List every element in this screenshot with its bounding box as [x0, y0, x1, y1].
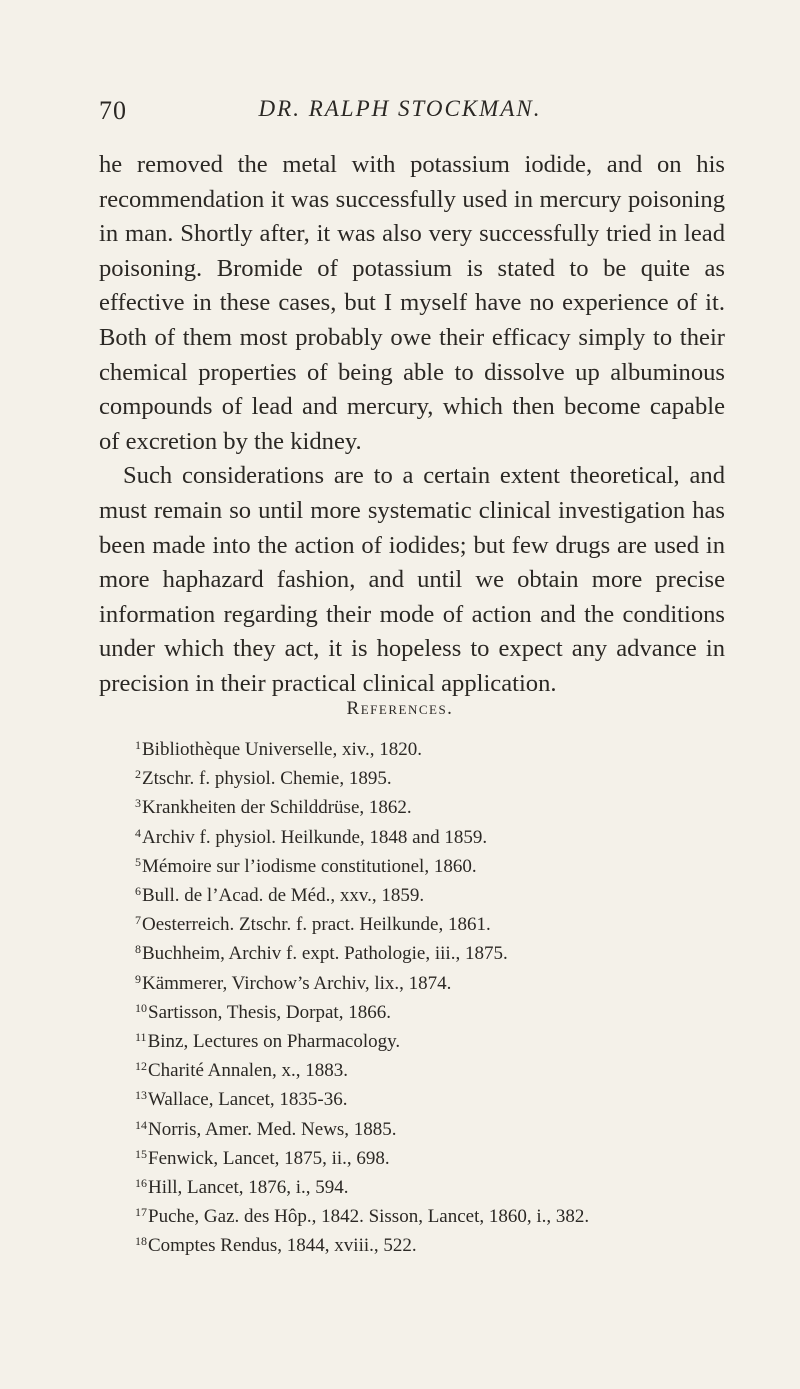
reference-text: Puche, Gaz. des Hôp., 1842. Sisson, Lancet, 1860, i., 382. [148, 1206, 590, 1228]
reference-number: 8 [135, 942, 141, 957]
reference-number: 1 [135, 738, 141, 752]
reference-text: Norris, Amer. Med. News, 1885. [148, 1118, 397, 1140]
reference-number: 4 [135, 825, 141, 840]
reference-item [135, 1142, 775, 1171]
reference-text: Krankheiten der Schilddrüse, 1862. [142, 797, 412, 819]
page-header [0, 96, 800, 126]
reference-item [135, 908, 775, 937]
running-head: DR. RALPH STOCKMAN. [258, 96, 542, 121]
reference-item [135, 1025, 775, 1054]
reference-item [135, 967, 775, 996]
references-list [135, 733, 775, 1259]
reference-item [135, 762, 775, 791]
reference-number: 10 [135, 1000, 147, 1015]
reference-number: 3 [135, 796, 141, 811]
reference-item [135, 1113, 775, 1142]
reference-text: Bull. de l’Acad. de Méd., xxv., 1859. [142, 885, 425, 907]
reference-item [135, 879, 775, 908]
body-text [99, 148, 725, 702]
reference-number: 12 [135, 1059, 147, 1074]
reference-number: 9 [135, 971, 141, 986]
reference-number: 16 [135, 1176, 147, 1191]
reference-text: Buchheim, Archiv f. expt. Pathologie, iii., 1875. [142, 943, 508, 965]
reference-item [135, 1171, 775, 1200]
paragraph: he removed the metal with potassium iodide, and on his recommendation it was successfully used in mercury poisoning in man. Shortly after, it was also very successfully tried in lead poisoning. Bromide of potassium is stated to be quite as effective in these cases, but I myself have no experience of it. Both of them most probably owe their efficacy simply to their chemical properties of being able to dissolve up albuminous compounds of lead and mercury, which then become capable of excretion by the kidney. [99, 151, 725, 455]
reference-item [135, 791, 775, 820]
reference-text: Hill, Lancet, 1876, i., 594. [148, 1177, 349, 1199]
reference-number: 5 [135, 854, 141, 869]
reference-text: Kämmerer, Virchow’s Archiv, lix., 1874. [142, 972, 452, 994]
reference-number: 14 [135, 1117, 147, 1132]
references-heading: References. [346, 698, 454, 719]
reference-text: Wallace, Lancet, 1835-36. [148, 1089, 348, 1111]
reference-text: Sartisson, Thesis, Dorpat, 1866. [148, 1001, 391, 1023]
reference-text: Oesterreich. Ztschr. f. pract. Heilkunde, 1861. [142, 914, 491, 936]
reference-text: Ztschr. f. physiol. Chemie, 1895. [142, 768, 392, 790]
reference-number: 15 [135, 1146, 147, 1161]
reference-text: Fenwick, Lancet, 1875, ii., 698. [148, 1147, 390, 1169]
reference-number: 7 [135, 913, 141, 928]
reference-text: Binz, Lectures on Pharmacology. [147, 1031, 401, 1053]
reference-text: Bibliothèque Universelle, xiv., 1820. [142, 739, 423, 760]
paragraph: Such considerations are to a certain extent theoretical, and must remain so until more systematic clinical investigation has been made into the action of iodides; but few drugs are used in more haphazard fashion, and until we obtain more precise information regarding their mode of action and the conditions under which they act, it is hopeless to expect any advance in precision in their practical clinical application. [99, 462, 725, 697]
reference-number: 2 [135, 767, 141, 782]
reference-item [135, 733, 775, 762]
reference-item [135, 996, 775, 1025]
reference-item [135, 850, 775, 879]
reference-item [135, 1200, 775, 1229]
reference-number: 17 [135, 1205, 147, 1220]
reference-item [135, 1229, 775, 1258]
reference-text: Charité Annalen, x., 1883. [148, 1060, 348, 1082]
reference-item [135, 821, 775, 850]
reference-number: 18 [135, 1234, 147, 1249]
reference-item [135, 1054, 775, 1083]
reference-text: Mémoire sur l’iodisme constitutionel, 1860. [142, 855, 477, 877]
reference-text: Archiv f. physiol. Heilkunde, 1848 and 1859. [142, 826, 488, 848]
reference-item [135, 1083, 775, 1112]
reference-item [135, 937, 775, 966]
reference-number: 11 [135, 1030, 147, 1045]
page-number: 70 [99, 96, 127, 125]
reference-text: Comptes Rendus, 1844, xviii., 522. [148, 1235, 417, 1257]
reference-number: 6 [135, 884, 141, 899]
reference-number: 13 [135, 1088, 147, 1103]
